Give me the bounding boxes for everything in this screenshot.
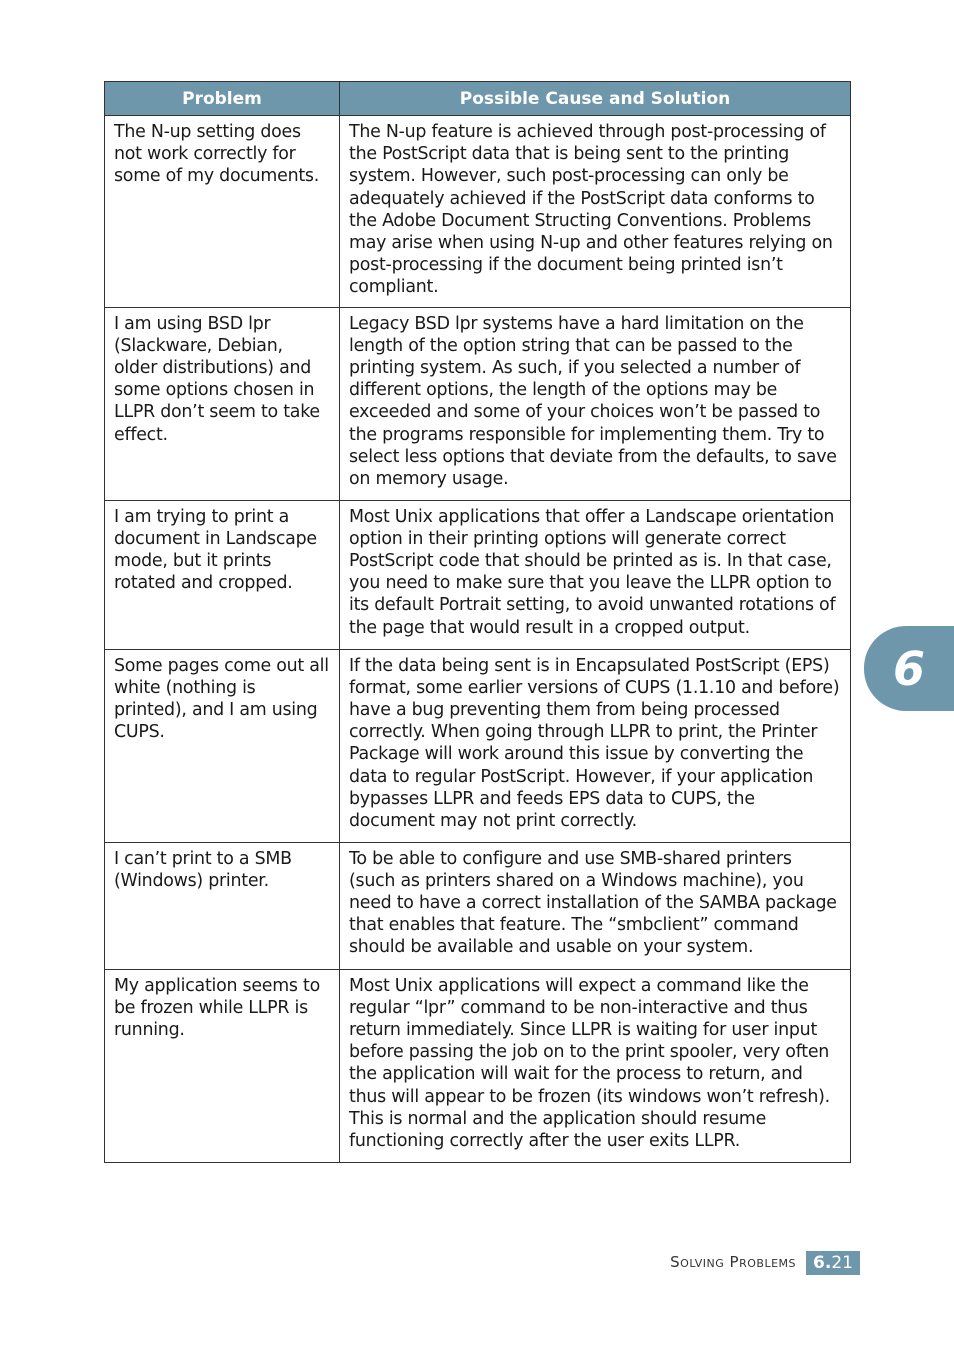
solution-cell: If the data being sent is in Encapsulated PostScript (EPS) format, some earlier versions of CUPS (1.1.10 and before) have a bug preventing them from being processed correctly. When going through LLPR to print, the Printer Package will work around this issue by converting the data to regular PostScript. However, if your application bypasses LLPR and feeds EPS data to CUPS, the document may not print correctly.	[340, 649, 851, 842]
page-number: 21	[831, 1253, 853, 1273]
problem-cell: The N-up setting does not work correctly for some of my documents.	[105, 116, 340, 308]
problem-cell: I am trying to print a document in Landscape mode, but it prints rotated and cropped.	[105, 500, 340, 649]
table-header-row	[105, 82, 851, 116]
page-chapter-prefix: 6.	[813, 1253, 832, 1273]
table-row	[105, 116, 851, 308]
troubleshooting-table-container	[104, 81, 850, 1163]
chapter-tab	[864, 626, 954, 711]
table-row	[105, 307, 851, 500]
page-footer	[600, 1251, 860, 1276]
problem-cell: I am using BSD lpr (Slackware, Debian, older distributions) and some options chosen in LLPR don’t seem to take effect.	[105, 307, 340, 500]
footer-section-title: Solving Problems	[670, 1253, 796, 1271]
troubleshooting-table	[104, 81, 851, 1163]
solution-cell: Legacy BSD lpr systems have a hard limitation on the length of the option string that can be passed to the printing system. As such, if you selected a number of different options, the length of the options may be exceeded and some of your choices won’t be passed to the programs responsible for implementing them. Try to select less options that deviate from the defaults, to save on memory usage.	[340, 307, 851, 500]
table-row	[105, 500, 851, 649]
table-row	[105, 649, 851, 842]
problem-cell: Some pages come out all white (nothing is printed), and I am using CUPS.	[105, 649, 340, 842]
solution-cell: Most Unix applications will expect a command like the regular “lpr” command to be non-interactive and thus return immediately. Since LLPR is waiting for user input before passing the job on to the print spooler, very often the application will wait for the process to return, and thus will appear to be frozen (its windows won’t refresh). This is normal and the application should resume functioning correctly after the user exits LLPR.	[340, 969, 851, 1162]
column-header-solution: Possible Cause and Solution	[340, 82, 851, 116]
problem-cell: My application seems to be frozen while LLPR is running.	[105, 969, 340, 1162]
page-number-badge	[806, 1251, 860, 1275]
solution-cell: To be able to configure and use SMB-shared printers (such as printers shared on a Windows machine), you need to have a correct installation of the SAMBA package that enables that feature. The “smbclient” command should be available and usable on your system.	[340, 842, 851, 969]
table-row	[105, 969, 851, 1162]
problem-cell: I can’t print to a SMB (Windows) printer.	[105, 842, 340, 969]
solution-cell: The N-up feature is achieved through post-processing of the PostScript data that is being sent to the printing system. However, such post-processing can only be adequately achieved if the PostScript data conforms to the Adobe Document Structing Conventions. Problems may arise when using N-up and other features relying on post-processing if the document being printed isn’t compliant.	[340, 116, 851, 308]
solution-cell: Most Unix applications that offer a Landscape orientation option in their printing options will generate correct PostScript code that should be printed as is. In that case, you need to make sure that you leave the LLPR option to its default Portrait setting, to avoid unwanted rotations of the page that would result in a cropped output.	[340, 500, 851, 649]
table-row	[105, 842, 851, 969]
column-header-problem: Problem	[105, 82, 340, 116]
chapter-number: 6	[892, 641, 925, 696]
